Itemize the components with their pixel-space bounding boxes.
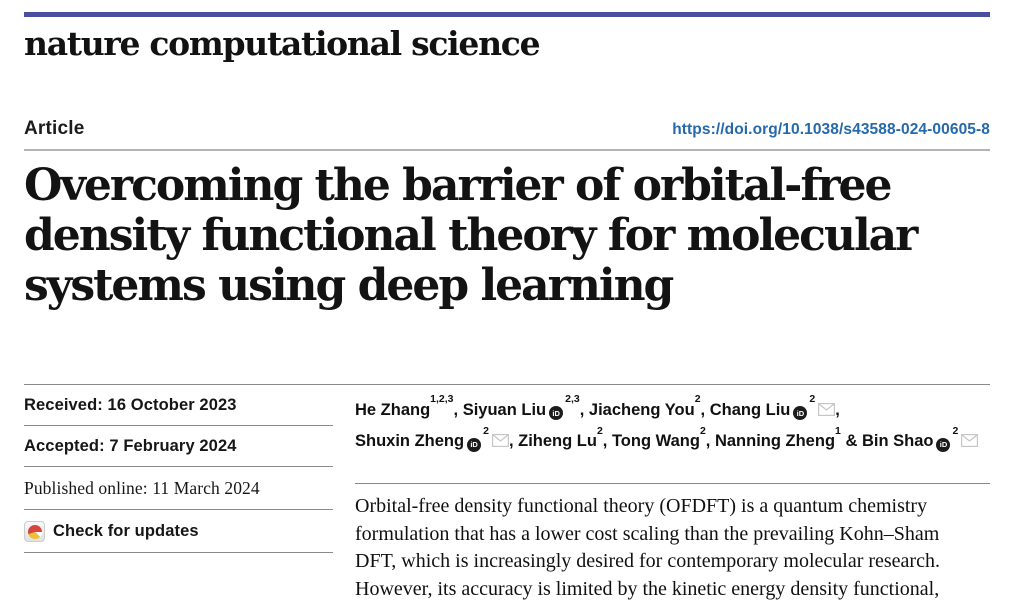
author bbox=[710, 401, 840, 419]
metadata-column bbox=[24, 385, 333, 603]
title-line: Overcoming the barrier of orbital-free bbox=[24, 161, 990, 211]
orcid-icon[interactable]: iD bbox=[793, 406, 807, 420]
accepted-date: Accepted: 7 February 2024 bbox=[24, 426, 333, 467]
author-separator: , bbox=[509, 432, 518, 450]
author-list bbox=[355, 385, 990, 455]
orcid-icon[interactable]: iD bbox=[936, 438, 950, 452]
received-date: Received: 16 October 2023 bbox=[24, 385, 333, 426]
crossmark-icon bbox=[24, 521, 45, 542]
author-name: Bin Shao bbox=[862, 432, 934, 450]
author-name: Chang Liu bbox=[710, 401, 791, 419]
abstract-line: formulation that has a lower cost scaling than the prevailing Kohn–Sham bbox=[355, 521, 990, 549]
author-name: Ziheng Lu bbox=[518, 432, 597, 450]
author-name: Siyuan Liu bbox=[463, 401, 546, 419]
journal-masthead: nature computational science bbox=[24, 24, 990, 63]
author bbox=[612, 432, 715, 450]
author-affiliation-superscript: 2 bbox=[809, 393, 815, 405]
author bbox=[463, 401, 589, 419]
orcid-icon[interactable]: iD bbox=[549, 406, 563, 420]
author bbox=[862, 432, 978, 450]
author-affiliation-superscript: 2 bbox=[700, 425, 706, 437]
brand-bar bbox=[24, 12, 990, 17]
author-name: Nanning Zheng bbox=[715, 432, 835, 450]
author-separator: , bbox=[454, 401, 463, 419]
abstract-text bbox=[355, 483, 990, 603]
author-line-1 bbox=[355, 392, 990, 424]
author bbox=[355, 401, 463, 419]
crossmark-circle-icon bbox=[28, 525, 42, 539]
author-name: Shuxin Zheng bbox=[355, 432, 464, 450]
author-separator: , bbox=[580, 401, 589, 419]
author-affiliation-superscript: 2 bbox=[483, 425, 489, 437]
author-separator: , bbox=[835, 401, 840, 419]
abstract-line: DFT, which is increasingly desired for contemporary molecular research. bbox=[355, 548, 990, 576]
article-type-label: Article bbox=[24, 118, 85, 140]
author-affiliation-superscript: 1 bbox=[835, 425, 841, 437]
author-name: He Zhang bbox=[355, 401, 430, 419]
published-date: Published online: 11 March 2024 bbox=[24, 467, 333, 510]
email-icon[interactable] bbox=[492, 434, 509, 447]
author-affiliation-superscript: 2 bbox=[952, 425, 958, 437]
check-for-updates-label: Check for updates bbox=[53, 522, 199, 541]
email-icon[interactable] bbox=[961, 434, 978, 447]
title-line: systems using deep learning bbox=[24, 261, 990, 311]
author-separator: & bbox=[841, 432, 862, 450]
author-affiliation-superscript: 2 bbox=[597, 425, 603, 437]
email-icon[interactable] bbox=[818, 403, 835, 416]
author-affiliation-superscript: 2,3 bbox=[565, 393, 580, 405]
author bbox=[589, 401, 710, 419]
article-info-section bbox=[24, 384, 990, 603]
author-line-2 bbox=[355, 424, 990, 456]
author-name: Tong Wang bbox=[612, 432, 700, 450]
author-affiliation-superscript: 1,2,3 bbox=[430, 393, 453, 405]
abstract-line: However, its accuracy is limited by the kinetic energy density functional, bbox=[355, 576, 990, 603]
main-column bbox=[355, 385, 990, 603]
author-separator: , bbox=[603, 432, 612, 450]
author-separator: , bbox=[701, 401, 710, 419]
author bbox=[715, 432, 862, 450]
author bbox=[518, 432, 612, 450]
check-for-updates-button[interactable] bbox=[24, 510, 333, 553]
page-content bbox=[24, 12, 990, 603]
title-line: density functional theory for molecular bbox=[24, 211, 990, 261]
author-affiliation-superscript: 2 bbox=[695, 393, 701, 405]
orcid-icon[interactable]: iD bbox=[467, 438, 481, 452]
paper-title bbox=[24, 161, 990, 311]
author bbox=[355, 432, 518, 450]
abstract-line: Orbital-free density functional theory (OFDFT) is a quantum chemistry bbox=[355, 493, 990, 521]
doi-link[interactable]: https://doi.org/10.1038/s43588-024-00605-8 bbox=[672, 121, 990, 139]
article-header-row bbox=[24, 118, 990, 140]
article-rule bbox=[24, 149, 990, 151]
author-name: Jiacheng You bbox=[589, 401, 695, 419]
author-separator: , bbox=[706, 432, 715, 450]
